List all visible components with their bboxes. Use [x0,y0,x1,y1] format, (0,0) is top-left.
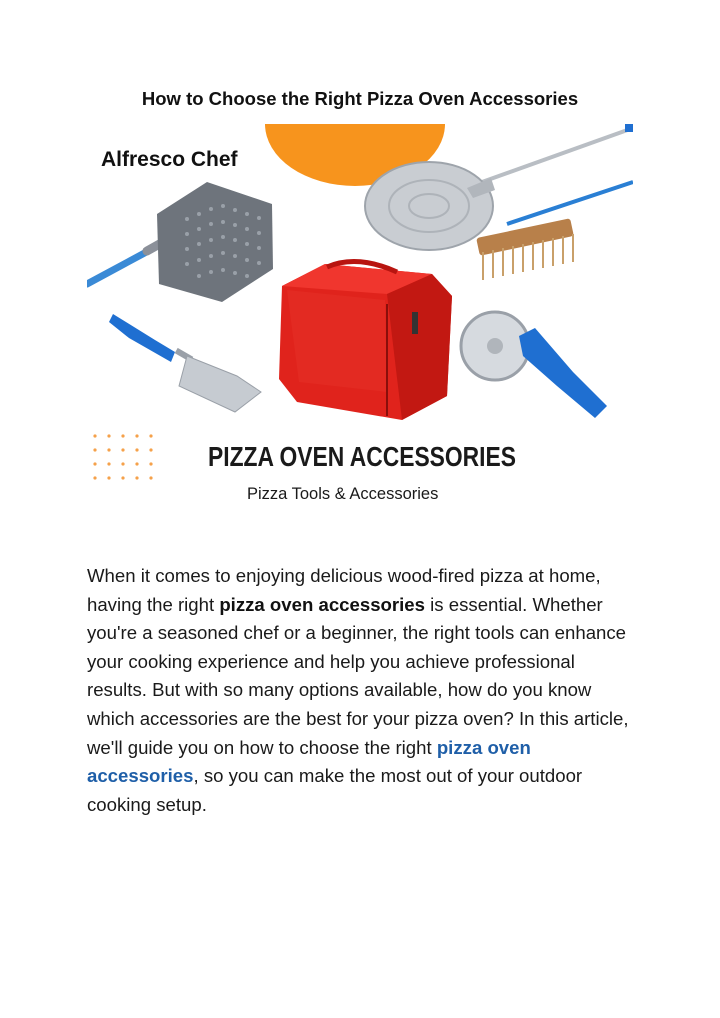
page-title: How to Choose the Right Pizza Oven Accessories [141,88,579,109]
paragraph-text: , so you can make the most out of your outdoor cooking setup. [87,765,583,815]
pizza-oven-accessories-link[interactable]: pizza oven accessories [87,736,531,787]
bold-keyword: pizza oven accessories [219,593,425,615]
hero-subheadline: Pizza Tools & Accessories [247,485,439,503]
brand-logo-text: Alfresco Chef [101,148,238,171]
paragraph-text: is essential. Whether you're a seasoned chef or a beginner, the right tools can enhance your cooking experience and help you achieve professional results. But with so many options available, how do you know which accessories are the best for your pizza oven? In this article, we'll guide you on how to choose the right [87,593,629,758]
article-paragraph [87,562,633,819]
paragraph-text: When it comes to enjoying delicious wood-fired pizza at home, having the right [87,565,601,615]
hero-headline: PIZZA OVEN ACCESSORIES [208,441,516,472]
hero-image [87,124,633,512]
pizza-bag-icon [279,262,452,420]
